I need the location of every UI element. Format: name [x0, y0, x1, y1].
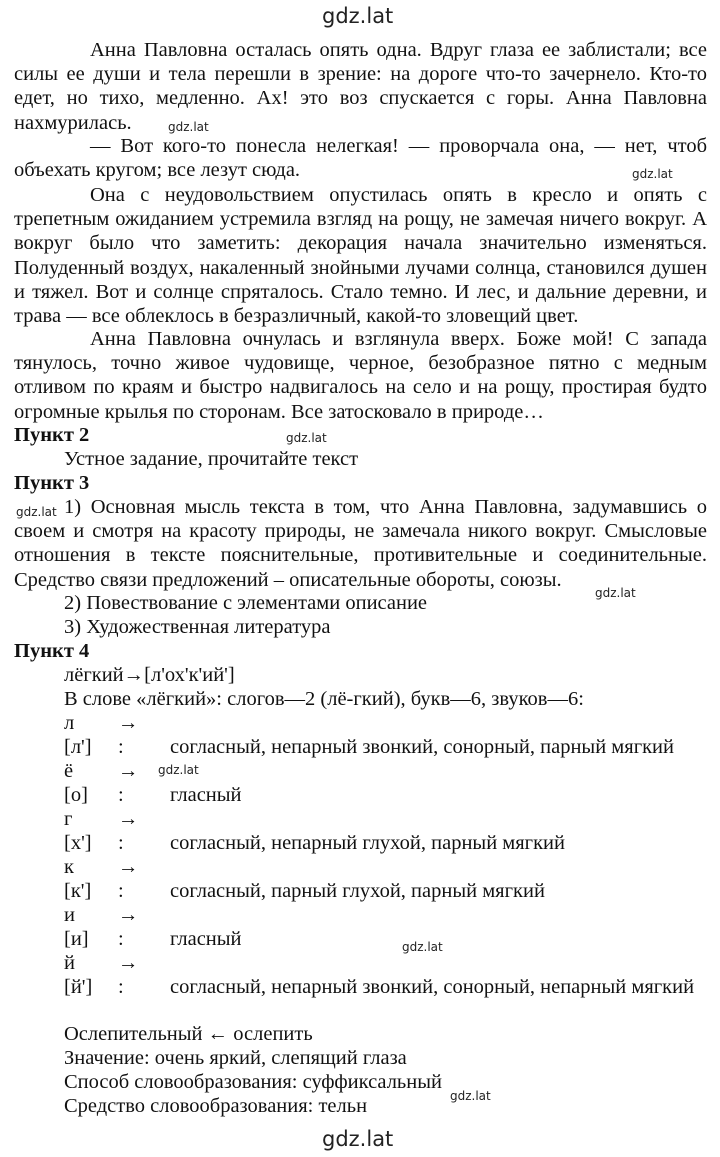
- description: согласный, непарный глухой, парный мягкий: [170, 832, 565, 854]
- letter: и: [64, 904, 75, 926]
- watermark: gdz.lat: [158, 763, 199, 777]
- transcription: лёгкий→[л'ох'к'ий']: [64, 664, 235, 686]
- story-paragraph: Она с неудовольствием опустилась опять в кресло и опять с трепетным ожиданием устремила взгляд на рощу, не замечая ничего вокруг. А вокруг было что заметить: декорация начала значительно изменяться. Полуденный воздух, накаленный знойными лучами солнца, становился душен и тяжел. Вот и солнце спряталось. Стало темно. И лес, и дальние деревни, и трава — все облеклось в безразличный, какой-то зловещий цвет.: [14, 184, 707, 328]
- sound: [и]: [64, 928, 89, 950]
- colon: :: [118, 832, 124, 854]
- arrow: →: [118, 808, 139, 830]
- story-paragraph: — Вот кого-то понесла нелегкая! — проворчала она, — нет, чтоб объехать кругом; все лезут сюда.: [14, 135, 707, 182]
- punkt-3-answer-3: 3) Художественная литература: [64, 616, 331, 638]
- phonetic-row: [64, 759, 714, 783]
- punkt-2-heading: Пункт 2: [14, 424, 90, 446]
- word-analysis-line: Средство словообразования: тельн: [64, 1095, 368, 1117]
- phonetic-row: [64, 927, 714, 951]
- punkt-3-heading: Пункт 3: [14, 472, 90, 494]
- arrow: →: [118, 856, 139, 878]
- description: согласный, непарный звонкий, сонорный, непарный мягкий: [170, 976, 695, 998]
- phonetic-row: [64, 807, 714, 831]
- phonetic-row: [64, 903, 714, 927]
- colon: :: [118, 976, 124, 998]
- phonetic-row: [64, 783, 714, 807]
- watermark-bottom: gdz.lat: [322, 1127, 394, 1151]
- watermark: gdz.lat: [632, 167, 673, 181]
- phonetic-row: [64, 711, 714, 735]
- phonetic-row: [64, 855, 714, 879]
- sound: [к']: [64, 880, 92, 902]
- story-paragraph: Анна Павловна очнулась и взглянула вверх. Боже мой! С запада тянулось, точно живое чудовище, черное, безобразное пятно с медным отливом по краям и быстро надвигалось на село и на рощу, простирая будто огромные крылья по сторонам. Все затосковало в природе…: [14, 328, 707, 423]
- watermark: gdz.lat: [450, 1089, 491, 1103]
- punkt-4-heading: Пункт 4: [14, 640, 90, 662]
- word-analysis-line: Ослепительный ← ослепить: [64, 1023, 313, 1045]
- letter: й: [64, 952, 75, 974]
- letter: ё: [64, 760, 74, 782]
- letter: г: [64, 808, 73, 830]
- watermark: gdz.lat: [16, 505, 57, 519]
- phonetic-row: [64, 879, 714, 903]
- watermark: gdz.lat: [286, 431, 327, 445]
- arrow: →: [118, 760, 139, 782]
- phonetic-row: [64, 831, 714, 855]
- word-analysis-line: Значение: очень яркий, слепящий глаза: [64, 1047, 407, 1069]
- watermark-top: gdz.lat: [322, 4, 394, 28]
- description: согласный, непарный звонкий, сонорный, парный мягкий: [170, 736, 675, 758]
- colon: :: [118, 928, 124, 950]
- punkt-2-text: Устное задание, прочитайте текст: [64, 448, 359, 470]
- word-analysis-line: Способ словообразования: суффиксальный: [64, 1071, 442, 1093]
- sound: [х']: [64, 832, 92, 854]
- letter: л: [64, 712, 75, 734]
- description: гласный: [170, 784, 242, 806]
- colon: :: [118, 880, 124, 902]
- punkt-3-answer-2: 2) Повествование с элементами описание: [64, 592, 428, 614]
- colon: :: [118, 784, 124, 806]
- arrow: →: [118, 712, 139, 734]
- watermark: gdz.lat: [168, 120, 209, 134]
- sound: [л']: [64, 736, 92, 758]
- phonetic-row: [64, 735, 714, 759]
- sound: [о]: [64, 784, 88, 806]
- watermark: gdz.lat: [595, 586, 636, 600]
- phonetic-row: [64, 951, 714, 975]
- story-paragraph: Анна Павловна осталась опять одна. Вдруг глаза ее заблистали; все силы ее души и тела перешли в зрение: на дороге что-то зачернело. Кто-то едет, но тихо, медленно. Ах! это воз спускается с горы. Анна Павловна нахмурилась.: [14, 39, 707, 134]
- punkt-3-answer-1: 1) Основная мысль текста в том, что Анна Павловна, задумавшись о своем и смотря на красоту природы, не замечала никого вокруг. Смысловые отношения в тексте пояснительные, противительные и соединительные. Средство связи предложений – описательные обороты, союзы.: [14, 496, 707, 591]
- arrow: →: [118, 904, 139, 926]
- letter: к: [64, 856, 74, 878]
- arrow: →: [118, 952, 139, 974]
- watermark: gdz.lat: [402, 940, 443, 954]
- word-summary: В слове «лёгкий»: слогов—2 (лё-гкий), букв—6, звуков—6:: [64, 688, 584, 710]
- sound: [й']: [64, 976, 93, 998]
- description: согласный, парный глухой, парный мягкий: [170, 880, 545, 902]
- phonetic-row: [64, 975, 714, 999]
- colon: :: [118, 736, 124, 758]
- description: гласный: [170, 928, 242, 950]
